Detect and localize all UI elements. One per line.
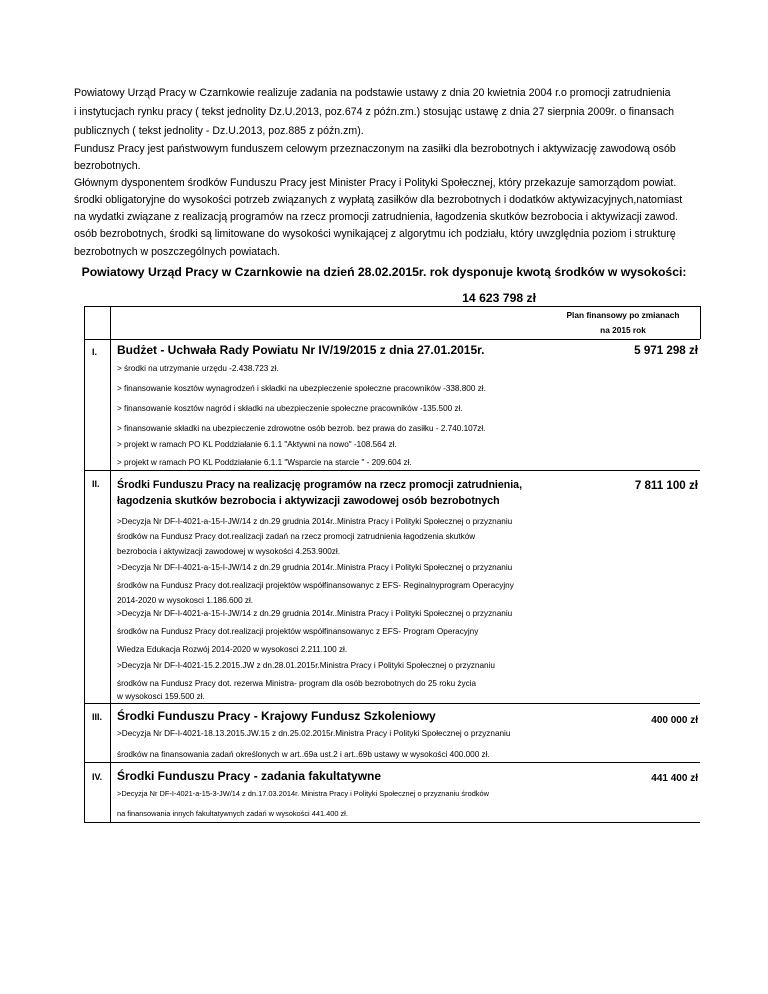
list-item: > projekt w ramach PO KL Poddziałanie 6.1.1 "Aktywni na nowo" -108.564 zł. [117,440,397,449]
decision-line: w wysokosci 159.500 zł. [117,692,205,701]
intro-line: na wydatki związane z realizacją programów na rzecz promocji zatrudnienia, łagodzenia skutków bezrobocia i aktywizacji zawod. [74,211,679,223]
decision-line: >Decyzja Nr DF-I-4021-a-15-I-JW/14 z dn.29 grudnia 2014r..Ministra Pracy i Polityki Społecznej o przyznaniu [117,517,513,526]
table-border [84,703,700,704]
intro-line: osób bezrobotnych, środki są limitowane do wysokości wynikającej z algorytmu ich podziału, który uwzględnia poziom i strukturę [74,228,676,240]
table-border [84,470,700,471]
decision-line: środków na Fundusz Pracy dot. rezerwa Ministra- program dla osób bezrobotnych do 25 roku życia [117,679,477,688]
table-border [84,339,700,340]
intro-line: Fundusz Pracy jest państwowym funduszem celowym przeznaczonym na zasiłki dla bezrobotnych i aktywizację zawodową osób [74,143,676,155]
plan-header-year: na 2015 rok [600,325,646,335]
list-item: > środki na utrzymanie urzędu -2.438.723 zł. [117,364,279,373]
section-title-line: Środki Funduszu Pracy na realizację programów na rzecz promocji zatrudnienia, [117,479,523,491]
table-border [110,306,111,822]
section-title: Środki Funduszu Pracy - Krajowy Fundusz Szkoleniowy [117,709,436,723]
table-border [84,306,700,307]
table-border [84,822,700,823]
decision-line: środków na finansowania zadań określonych w art..69a ust.2 i art..69b ustawy w wysokości 400.000 zł. [117,750,490,759]
section-title: Środki Funduszu Pracy - zadania fakultatywne [117,769,382,783]
section-title-line: łagodzenia skutków bezrobocia i aktywizacji zawodowej osób bezrobotnych [117,495,500,507]
decision-line: >Decyzja Nr DF-I-4021-18.13.2015.JW.15 z dn.25.02.2015r.Ministra Pracy i Polityki Społecznej o przyznaniu [117,729,511,738]
decision-item [117,658,495,703]
funds-headline: Powiatowy Urząd Pracy w Czarnkowie na dzień 28.02.2015r. rok dysponuje kwotą środków w wysokości: [81,265,687,279]
decision-item [117,606,512,657]
decision-line: bezrobocia i aktywizacji zawodowej w wysokości 4.253.900zł. [117,547,340,556]
decision-line: Wiedza Edukacja Rozwój 2014-2020 w wysokosci 2.211.100 zł. [117,645,348,654]
decision-item [117,560,514,608]
decision-line: środków na Fundusz Pracy dot.realizacji projektów współfinansowanyc z EFS- Reginalnyprogram Operacyjny [117,581,514,590]
intro-line: Głównym dysponentem środków Funduszu Pracy jest Minister Pracy i Polityki Społecznej, który przekazuje samorządom powiat. [74,177,677,189]
decision-line: >Decyzja Nr DF-I-4021-15.2.2015.JW z dn.28.01.2015r.Ministra Pracy i Polityki Społecznej o przyznaniu [117,661,495,670]
decision-line: środków na Fundusz Pracy dot.realizacji projektów współfinansowanyc z EFS- Program Operacyjny [117,627,479,636]
table-border [700,306,701,339]
intro-line: środki obligatoryjne do wysokości potrzeb związanych z wypłatą zasiłków dla bezrobotnych i dodatków aktywizacyjnych,natomiast [74,194,683,206]
intro-line: i instytucjach rynku pracy ( tekst jednolity Dz.U.2013, poz.674 z późn.zm.) stosując ustawę z dnia 27 sierpnia 2009r. o finansach [74,106,675,118]
decision-line: >Decyzja Nr DF-I-4021-a-15-I-JW/14 z dn.29 grudnia 2014r..Ministra Pracy i Polityki Społecznej o przyznaniu [117,563,513,572]
section-title [117,477,522,509]
decision-item [117,514,512,559]
intro-line: bezrobotnych w poszczególnych powiatach. [74,246,281,258]
decision-line: na finansowania innych fakultatywnych zadań w wysokości 441.400 zł. [117,809,348,818]
section-amount: 400 000 zł [651,715,698,726]
intro-line: Powiatowy Urząd Pracy w Czarnkowie realizuje zadania na podstawie ustawy z dnia 20 kwietnia 2004 r.o promocji zatrudnienia [74,87,671,99]
decision-item [117,726,510,762]
decision-line: środków na Fundusz Pracy dot.realizacji zadań na rzecz promocji zatrudnienia łagodzenia skutków [117,532,476,541]
list-item: > finansowanie kosztów nagród i składki na ubezpieczenie społeczne pracowników -135.500 zł. [117,404,463,413]
decision-item [117,786,489,821]
plan-header: Plan finansowy po zmianach [566,310,680,320]
table-border [84,762,700,763]
section-number: I. [92,347,98,357]
table-border [84,306,85,822]
decision-line: >Decyzja Nr DF-I-4021-a-15-I-JW/14 z dn.29 grudnia 2014r..Ministra Pracy i Polityki Społecznej o przyznaniu [117,609,513,618]
decision-line: 2014-2020 w wysokosci 1.186.600 zł. [117,596,254,605]
decision-line: >Decyzja Nr DF-I-4021-a-15-3-JW/14 z dn.17.03.2014r. Ministra Pracy i Polityki Społecznej o przyznaniu środków [117,789,489,798]
section-number: III. [92,712,103,722]
section-amount: 5 971 298 zł [634,344,698,357]
section-number: IV. [92,772,103,782]
total-amount: 14 623 798 zł [462,291,536,305]
intro-line: publicznych ( tekst jednolity - Dz.U.2013, poz.885 z późn.zm). [74,125,364,137]
intro-text [74,84,694,262]
list-item: > finansowanie składki na ubezpieczenie zdrowotne osób bezrob. bez prawa do zasiłku - 2.740.107zł. [117,424,486,433]
section-number: II. [92,479,100,489]
intro-line: bezrobotnych. [74,160,141,172]
section-amount: 7 811 100 zł [634,479,698,492]
list-item: > finansowanie kosztów wynagrodzeń i składki na ubezpieczenie społeczne pracowników -338.800 zł. [117,384,486,393]
list-item: > projekt w ramach PO KL Poddziałanie 6.1.1 "Wsparcie na starcie " - 209.604 zł. [117,458,412,467]
section-title: Budżet - Uchwała Rady Powiatu Nr IV/19/2015 z dnia 27.01.2015r. [117,343,485,357]
section-amount: 441 400 zł [651,773,698,784]
